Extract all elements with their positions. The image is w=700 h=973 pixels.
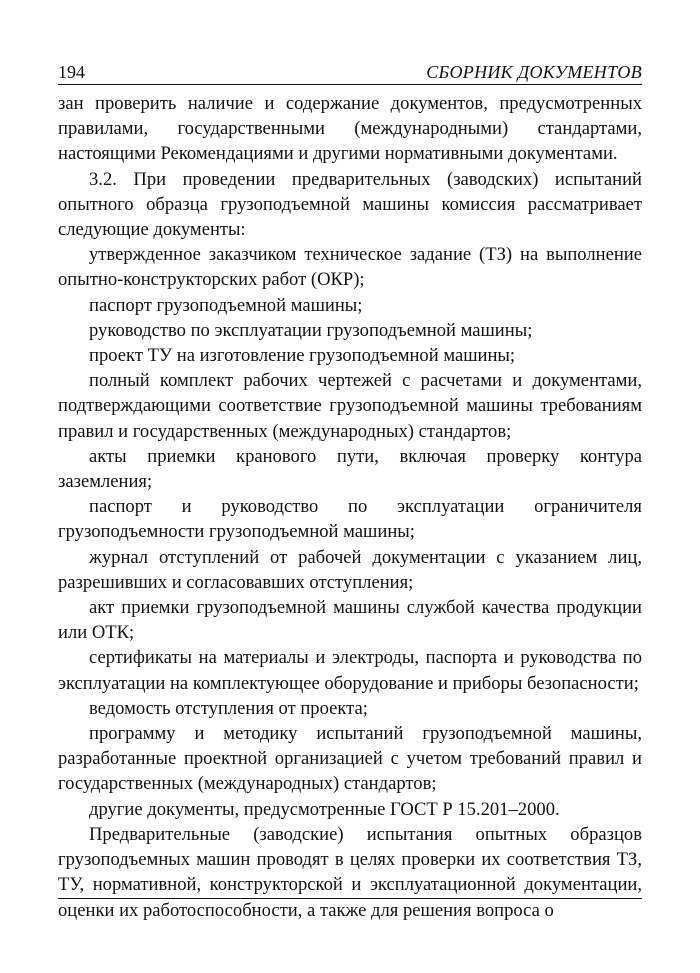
list-item-document: акты приемки кранового пути, включая проверку контура заземления; <box>58 445 642 493</box>
paragraph-section-3-2: 3.2. При проведении предварительных (заводских) испытаний опытного образца грузоподъемной машины комиссия рассматривает следующие документы: <box>58 168 642 241</box>
list-item-document: сертификаты на материалы и электроды, паспорта и руководства по эксплуатации на комплектующее оборудование и приборы безопасности; <box>58 647 642 694</box>
list-item-document: паспорт грузоподъемной машины; <box>89 294 363 316</box>
page-number: 194 <box>58 62 85 82</box>
list-item-document: проект ТУ на изготовление грузоподъемной машины; <box>89 345 516 367</box>
list-item-document: акт приемки грузоподъемной машины службой качества продукции или ОТК; <box>58 597 642 644</box>
list-item-document: полный комплект рабочих чертежей с расчетами и документами, подтверждающими соответствие грузоподъемной машины требованиям правил и государственных (международных) стандартов; <box>58 370 642 442</box>
list-item-document: утвержденное заказчиком техническое задание (ТЗ) на выполнение опытно-конструкторских работ (ОКР); <box>58 244 642 291</box>
document-page <box>58 62 642 923</box>
paragraph-continuation: зан проверить наличие и содержание документов, предусмотренных правилами, государственными (международными) стандартами, настоящими Рекомендациями и другими нормативными документами. <box>58 93 642 165</box>
book-title: СБОРНИК ДОКУМЕНТОВ <box>426 62 642 82</box>
running-header <box>58 62 642 85</box>
list-item-document: программу и методику испытаний грузоподъемной машины, разработанные проектной организацией с учетом требований правил и государственных (международных) стандартов; <box>58 723 642 795</box>
list-item-document: другие документы, предусмотренные ГОСТ Р 15.201–2000. <box>89 798 560 820</box>
list-item-document: паспорт и руководство по эксплуатации ограничителя грузоподъемности грузоподъемной машины; <box>58 496 642 543</box>
list-item-document: руководство по эксплуатации грузоподъемной машины; <box>89 319 533 341</box>
body-text <box>58 91 642 923</box>
bottom-rule <box>58 898 642 899</box>
list-item-document: ведомость отступления от проекта; <box>89 697 368 719</box>
list-item-document: журнал отступлений от рабочей документации с указанием лиц, разрешивших и согласовавших отступления; <box>58 546 642 593</box>
paragraph-preliminary-tests: Предварительные (заводские) испытания опытных образцов грузоподъемных машин проводят в целях проверки их соответствия ТЗ, ТУ, нормативной, конструкторской и эксплуатационной документации, оценки их работоспособности, а также для решения вопроса о <box>58 823 642 921</box>
